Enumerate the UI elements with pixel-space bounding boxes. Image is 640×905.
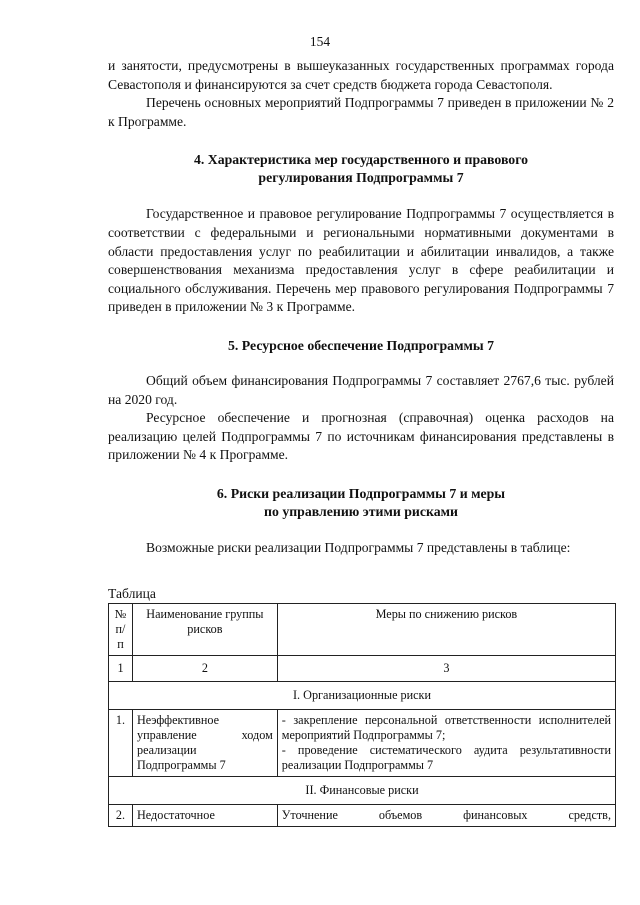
row-number: 2. bbox=[109, 805, 133, 827]
measure-item: - закрепление персональной ответственности исполнителей мероприятий Подпрограммы 7; bbox=[281, 713, 611, 743]
risks-table bbox=[108, 603, 616, 827]
section6-title bbox=[108, 485, 614, 521]
header-number: № п/п bbox=[109, 604, 133, 656]
section4-title bbox=[108, 151, 614, 187]
header-measures: Меры по снижению рисков bbox=[277, 604, 615, 656]
document-body bbox=[108, 57, 614, 827]
measure-item: - проведение систематического аудита результативности реализации Подпрограммы 7 bbox=[281, 743, 611, 773]
section6-title-line2: по управлению этими рисками bbox=[264, 503, 458, 519]
page-number: 154 bbox=[309, 34, 331, 49]
table-header-row bbox=[109, 604, 616, 656]
paragraph-activities-list: Перечень основных мероприятий Подпрограммы 7 приведен в приложении № 2 к Программе. bbox=[108, 95, 614, 129]
table-section-row bbox=[109, 777, 616, 805]
table-row bbox=[109, 805, 616, 827]
section6-text: Возможные риски реализации Подпрограммы 7 представлены в таблице: bbox=[146, 539, 571, 555]
numbering-cell: 1 bbox=[109, 656, 133, 682]
table-section-row bbox=[109, 682, 616, 710]
section6-title-line1: 6. Риски реализации Подпрограммы 7 и меры bbox=[216, 485, 506, 501]
section4-title-line1: 4. Характеристика мер государственного и правового bbox=[193, 152, 529, 168]
section5-paragraph-1: Общий объем финансирования Подпрограммы 7 составляет 2767,6 тыс. рублей на 2020 год. bbox=[108, 372, 614, 407]
risk-group: Недостаточное bbox=[132, 805, 277, 827]
risk-group: Неэффективное управление ходом реализации Подпрограммы 7 bbox=[132, 710, 277, 777]
section5-paragraph-2: Ресурсное обеспечение и прогнозная (справочная) оценка расходов на реализацию целей Подпрограммы 7 по источникам финансирования представлены в приложении № 4 к Программе. bbox=[108, 410, 614, 463]
section-financial-risks: II. Финансовые риски bbox=[109, 777, 616, 805]
section4-text: Государственное и правовое регулирование Подпрограммы 7 осуществляется в соответствии с федеральными и региональными нормативными документами в области предоставления услуг по реабилитации и абилитации инвалидов, а также совершенствования механизма предоставления услуг в сфере реабилитации и социального обслуживания. Перечень мер правового регулирования Подпрограммы 7 приведен в приложении № 3 к Программе. bbox=[108, 206, 614, 315]
section5-title: 5. Ресурсное обеспечение Подпрограммы 7 bbox=[227, 337, 494, 353]
paragraph-continuation: и занятости, предусмотрены в вышеуказанных государственных программах города Севастополя и финансируются за счет средств бюджета города Севастополя. bbox=[108, 58, 614, 92]
section4-title-line2: регулирования Подпрограммы 7 bbox=[258, 170, 464, 186]
numbering-cell: 3 bbox=[277, 656, 615, 682]
risk-measures: Уточнение объемов финансовых средств, bbox=[277, 805, 615, 827]
header-risk-group: Наименование группы рисков bbox=[132, 604, 277, 656]
row-number: 1. bbox=[109, 710, 133, 777]
table-row bbox=[109, 710, 616, 777]
table-numbering-row bbox=[109, 656, 616, 682]
section-organizational-risks: I. Организационные риски bbox=[109, 682, 616, 710]
table-caption: Таблица bbox=[108, 585, 156, 601]
risk-measures bbox=[277, 710, 615, 777]
numbering-cell: 2 bbox=[132, 656, 277, 682]
